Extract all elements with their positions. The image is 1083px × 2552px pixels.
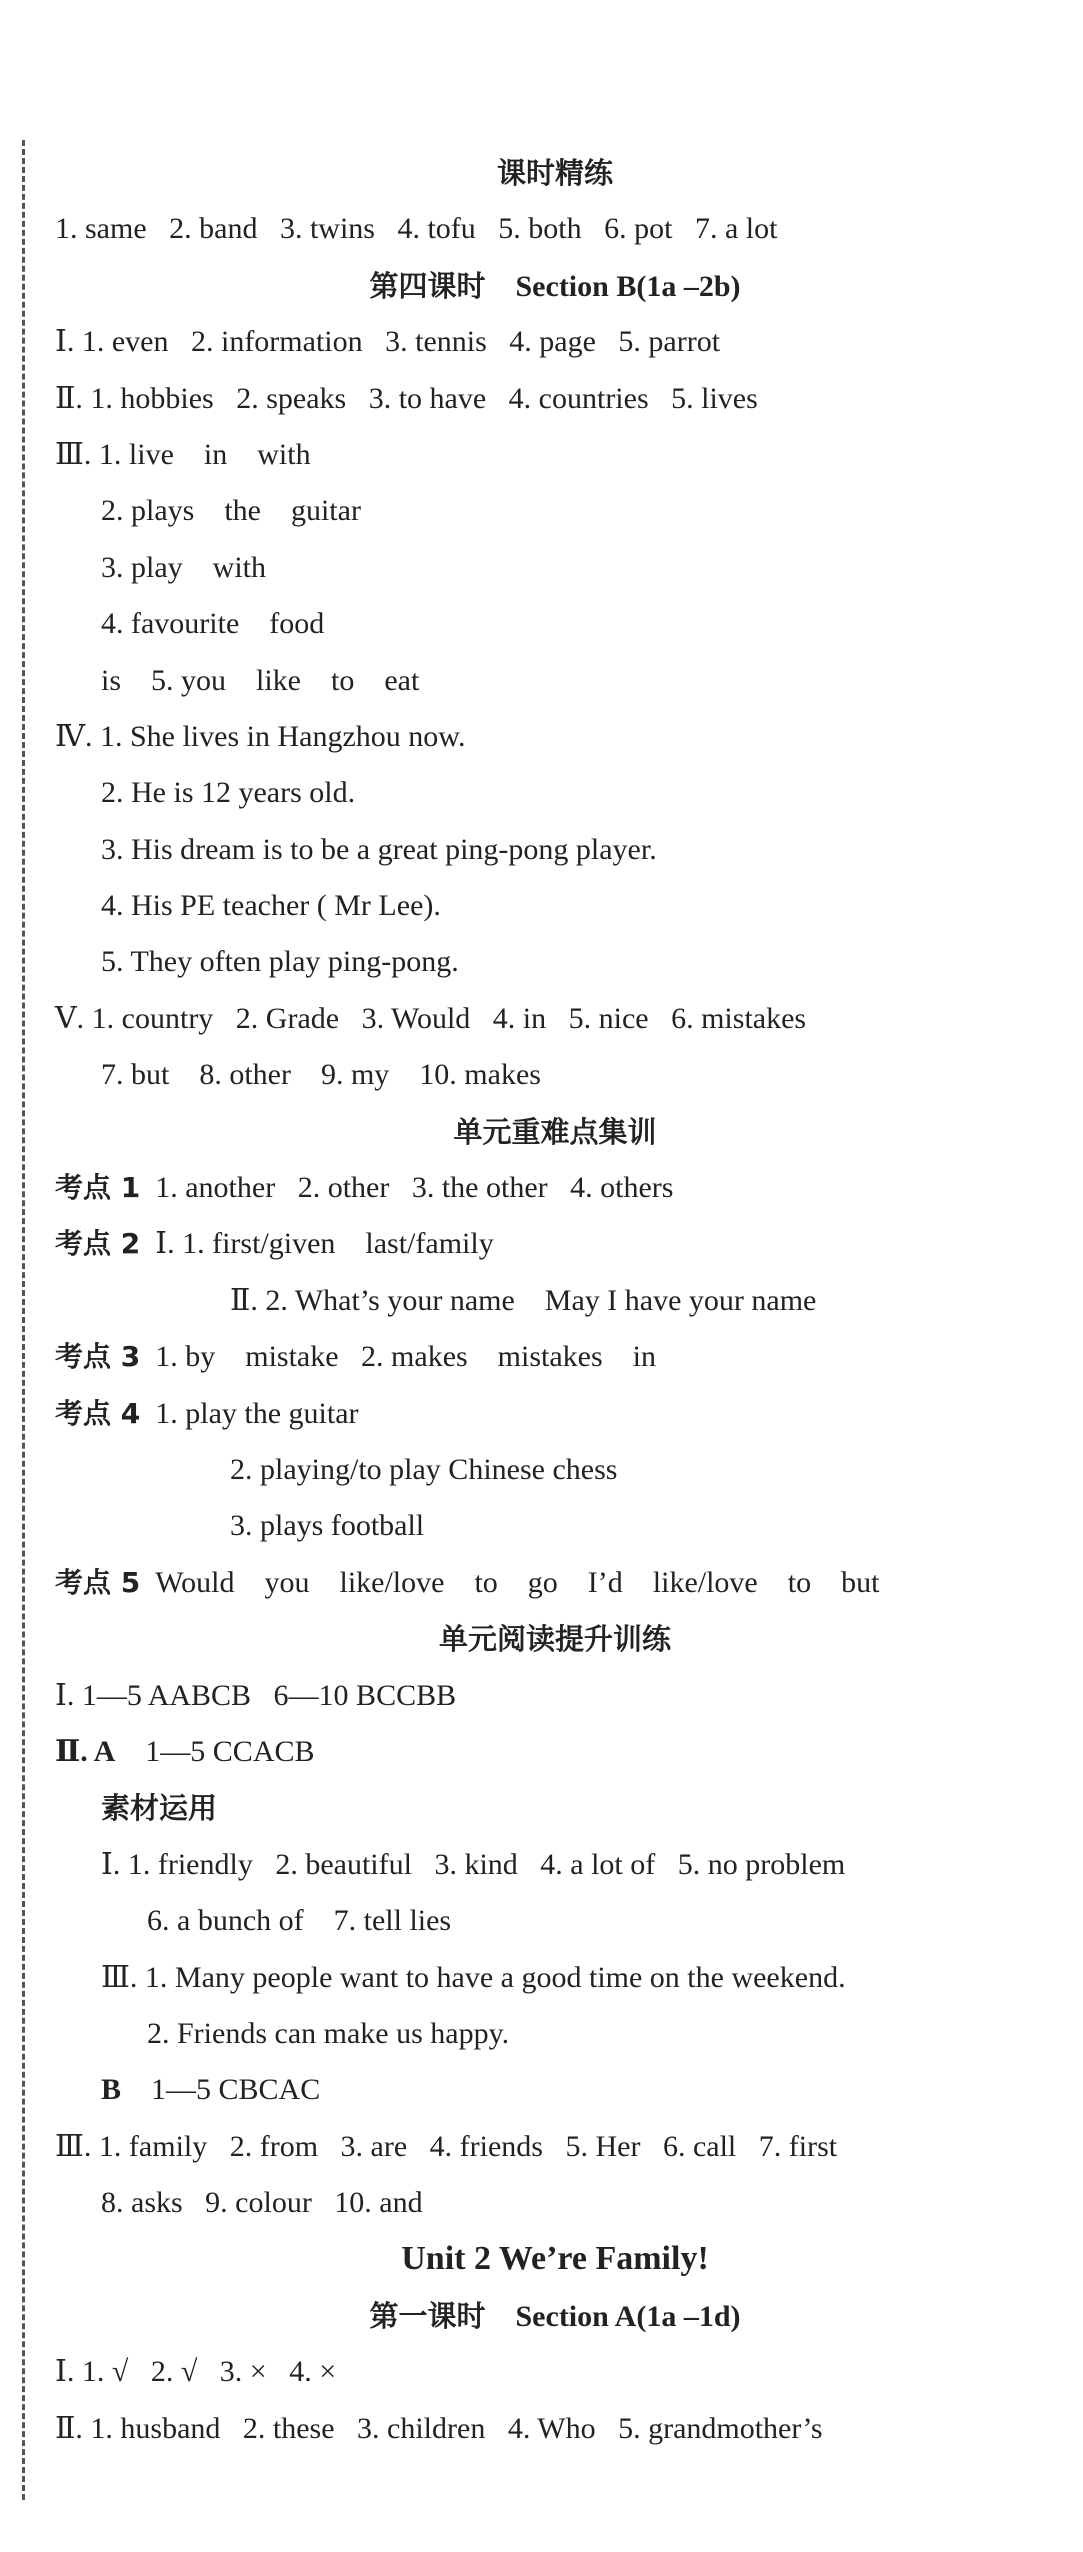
passage-label: B <box>101 2073 122 2107</box>
answer-line: Ⅳ. 1. She lives in Hangzhou now. <box>55 719 466 753</box>
lesson-heading-section: Section A(1a –1d) <box>515 2299 741 2333</box>
answer-line: 5. They often play ping-pong. <box>101 945 459 979</box>
answer-line: Ⅲ. 1. Many people want to have a good time on the weekend. <box>101 1960 846 1994</box>
answer-line: Ⅲ. 1. family 2. from 3. are 4. friends 5. Her 6. call 7. first <box>55 2129 838 2163</box>
kaodian-answer: 1. play the guitar <box>140 1396 359 1430</box>
answer-line: is 5. you like to eat <box>101 663 420 697</box>
answer-text: 1—5 CBCAC <box>121 2073 321 2107</box>
kaodian-row <box>55 1160 1055 1216</box>
section-heading: 课时精练 <box>496 156 613 190</box>
answer-line: 7. but 8. other 9. my 10. makes <box>101 1058 541 1092</box>
kaodian-row <box>55 1386 1055 1442</box>
answer-line: Ⅰ. 1. √ 2. √ 3. × 4. × <box>55 2355 337 2389</box>
material-label: 素材运用 <box>101 1791 218 1826</box>
kaodian-row <box>55 1555 1055 1611</box>
answer-line <box>55 2062 1055 2118</box>
section-heading: 单元重难点集训 <box>453 1114 657 1149</box>
answer-line: 3. His dream is to be a great ping-pong player. <box>101 832 657 866</box>
answer-text: 1—5 CCACB <box>115 1734 315 1768</box>
answer-line: Ⅰ. 1. even 2. information 3. tennis 4. page 5. parrot <box>55 325 721 359</box>
kaodian-row <box>55 1329 1055 1385</box>
lesson-heading <box>55 258 1055 314</box>
lesson-heading-cn: 第一课时 <box>369 2298 486 2333</box>
answer-line: 3. plays football <box>230 1509 425 1543</box>
kaodian-label: 考点 2 <box>55 1227 141 1261</box>
answer-line: Ⅰ. 1—5 AABCB 6—10 BCCBB <box>55 1678 457 1712</box>
answer-line: 2. Friends can make us happy. <box>147 2016 510 2050</box>
lesson-heading <box>55 2288 1055 2344</box>
section-heading: 单元阅读提升训练 <box>438 1622 671 1657</box>
answer-content <box>55 145 1055 2457</box>
answer-line: 3. play with <box>101 550 266 584</box>
lesson-heading-section: Section B(1a –2b) <box>515 269 741 303</box>
answer-line: 1. same 2. band 3. twins 4. tofu 5. both 6. pot 7. a lot <box>55 212 778 246</box>
kaodian-label: 考点 3 <box>55 1340 141 1374</box>
kaodian-answer: 1. by mistake 2. makes mistakes in <box>140 1340 657 1374</box>
answer-line: 4. His PE teacher ( Mr Lee). <box>101 889 441 923</box>
answer-line <box>55 1724 1055 1780</box>
kaodian-row <box>55 1216 1055 1272</box>
answer-line: 2. He is 12 years old. <box>101 776 356 810</box>
kaodian-answer: Would you like/love to go I’d like/love to but <box>140 1565 880 1599</box>
answer-line: 2. plays the guitar <box>101 494 361 528</box>
kaodian-label: 考点 4 <box>55 1396 141 1430</box>
answer-line: Ⅱ. 1. hobbies 2. speaks 3. to have 4. countries 5. lives <box>55 381 758 415</box>
answer-line: 8. asks 9. colour 10. and <box>101 2186 423 2220</box>
answer-line: 2. playing/to play Chinese chess <box>230 1452 618 1486</box>
answer-line: Ⅱ. 1. husband 2. these 3. children 4. Who 5. grandmother’s <box>55 2411 823 2445</box>
answer-line: Ⅱ. 2. What’s your name May I have your name <box>230 1283 817 1317</box>
kaodian-label: 考点 1 <box>55 1171 141 1205</box>
answer-line: Ⅰ. 1. friendly 2. beautiful 3. kind 4. a lot of 5. no problem <box>101 1847 846 1881</box>
lesson-heading-cn: 第四课时 <box>369 268 486 303</box>
dashed-margin-line <box>22 140 25 2500</box>
unit-title: Unit 2 We’re Family! <box>401 2240 709 2278</box>
kaodian-answer: Ⅰ. 1. first/given last/family <box>140 1227 494 1261</box>
kaodian-answer: 1. another 2. other 3. the other 4. others <box>140 1171 674 1205</box>
answer-line: 4. favourite food <box>101 607 325 641</box>
answer-line: 6. a bunch of 7. tell lies <box>147 1904 452 1938</box>
passage-label: Ⅱ. A <box>55 1734 116 1768</box>
kaodian-label: 考点 5 <box>55 1565 141 1599</box>
answer-line: Ⅲ. 1. live in with <box>55 437 311 471</box>
answer-line: Ⅴ. 1. country 2. Grade 3. Would 4. in 5. nice 6. mistakes <box>55 1001 807 1035</box>
